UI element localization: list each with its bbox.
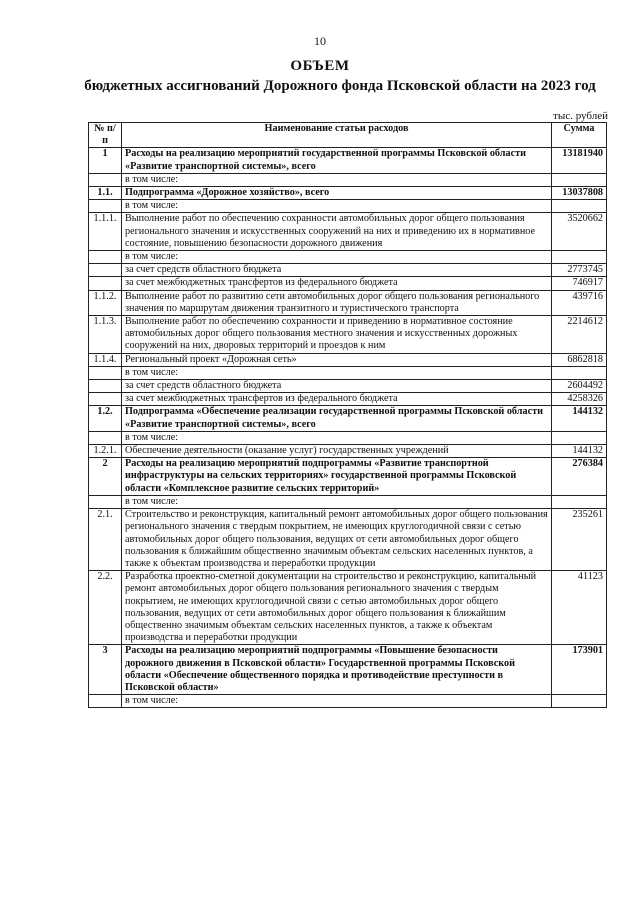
row-sum: 3520662	[552, 213, 607, 251]
row-number: 2.1.	[89, 509, 122, 571]
row-sum: 41123	[552, 571, 607, 645]
row-name: Региональный проект «Дорожная сеть»	[122, 353, 552, 366]
table-row	[89, 571, 607, 645]
row-sum: 144132	[552, 406, 607, 431]
row-sum: 4258326	[552, 393, 607, 406]
table-row	[89, 380, 607, 393]
row-name: за счет средств областного бюджета	[122, 380, 552, 393]
row-sum: 13181940	[552, 148, 607, 173]
row-name: Разработка проектно-сметной документации на строительство и реконструкцию, капитальный ремонт автомобильных дорог общего пользования регионального значения с твердым покрытием, не имеющих круглогодичной связи с сетью автомобильных дорог общего пользования, ведущих от сети автомобильных дорог общего пользования к ближайшим общественно значимым объектам сельских населенных пунктов, а также к объектам производства и переработки продукции	[122, 571, 552, 645]
row-name: в том числе:	[122, 695, 552, 708]
row-number	[89, 393, 122, 406]
row-name: в том числе:	[122, 173, 552, 186]
table-row	[89, 353, 607, 366]
row-name: Расходы на реализацию мероприятий государственной программы Псковской области «Развитие транспортной системы», всего	[122, 148, 552, 173]
page-number: 10	[314, 34, 326, 48]
table-row	[89, 316, 607, 354]
row-name: в том числе:	[122, 200, 552, 213]
document-subtitle: бюджетных ассигнований Дорожного фонда Псковской области на 2023 год	[84, 78, 596, 94]
row-sum	[552, 495, 607, 508]
row-sum	[552, 366, 607, 379]
document-title: ОБЪЕМ	[290, 58, 350, 74]
table-row	[89, 277, 607, 290]
row-number	[89, 264, 122, 277]
row-number	[89, 380, 122, 393]
row-sum: 173901	[552, 645, 607, 695]
table-row	[89, 251, 607, 264]
row-name: Расходы на реализацию мероприятий подпрограммы «Повышение безопасности дорожного движения в Псковской области» Государственной программы Псковской области «Обеспечение общественного порядка и противодействие преступности в Псковской области»	[122, 645, 552, 695]
table-row	[89, 695, 607, 708]
row-number	[89, 251, 122, 264]
row-name: в том числе:	[122, 251, 552, 264]
unit-note: тыс. рублей	[553, 110, 608, 122]
row-sum: 276384	[552, 458, 607, 496]
table-row	[89, 645, 607, 695]
table-row	[89, 200, 607, 213]
row-sum: 2773745	[552, 264, 607, 277]
row-number: 1	[89, 148, 122, 173]
row-number	[89, 495, 122, 508]
row-name: в том числе:	[122, 366, 552, 379]
column-header-sum: Сумма	[552, 123, 607, 148]
row-name: Обеспечение деятельности (оказание услуг) государственных учреждений	[122, 445, 552, 458]
table-row	[89, 187, 607, 200]
row-number	[89, 431, 122, 444]
table-row	[89, 495, 607, 508]
table-row	[89, 173, 607, 186]
row-sum: 2214612	[552, 316, 607, 354]
row-number: 1.1.1.	[89, 213, 122, 251]
table-row	[89, 213, 607, 251]
row-number	[89, 200, 122, 213]
column-header-name: Наименование статьи расходов	[122, 123, 552, 148]
table-row	[89, 366, 607, 379]
row-number: 1.1.	[89, 187, 122, 200]
row-name: Расходы на реализацию мероприятий подпрограммы «Развитие транспортной инфраструктуры на сельских территориях» государственной программы Псковской области «Комплексное развитие сельских территорий»	[122, 458, 552, 496]
row-number: 1.1.2.	[89, 290, 122, 315]
row-sum: 746917	[552, 277, 607, 290]
row-sum: 6862818	[552, 353, 607, 366]
table-row	[89, 393, 607, 406]
row-name: Подпрограмма «Обеспечение реализации государственной программы Псковской области «Развитие транспортной системы», всего	[122, 406, 552, 431]
row-number: 2	[89, 458, 122, 496]
row-number: 1.1.4.	[89, 353, 122, 366]
row-number: 1.2.1.	[89, 445, 122, 458]
row-sum: 13037808	[552, 187, 607, 200]
table-row	[89, 509, 607, 571]
budget-table-body	[89, 148, 607, 708]
row-sum	[552, 173, 607, 186]
row-sum	[552, 695, 607, 708]
row-number: 1.1.3.	[89, 316, 122, 354]
row-name: Выполнение работ по развитию сети автомобильных дорог общего пользования регионального значения по маршрутам движения транзитного и туристического транспорта	[122, 290, 552, 315]
row-name: Выполнение работ по обеспечению сохранности автомобильных дорог общего пользования регионального значения и искусственных сооружений на них и приведению их в нормативное состояние, повышению безопасности дорожного движения	[122, 213, 552, 251]
row-number	[89, 173, 122, 186]
row-number	[89, 277, 122, 290]
budget-table	[88, 122, 607, 708]
row-name: Строительство и реконструкция, капитальный ремонт автомобильных дорог общего пользования регионального значения с твердым покрытием, не имеющих круглогодичной связи с сетью автомобильных дорог общего пользования, ведущих от сети автомобильных дорог общего пользования к ближайшим общественно значимым объектам сельских населенных пунктов, а также к объектам производства и переработки продукции	[122, 509, 552, 571]
row-number: 1.2.	[89, 406, 122, 431]
table-header-row	[89, 123, 607, 148]
row-name: Подпрограмма «Дорожное хозяйство», всего	[122, 187, 552, 200]
table-row	[89, 458, 607, 496]
table-row	[89, 264, 607, 277]
column-header-num: № п/п	[89, 123, 122, 148]
table-row	[89, 290, 607, 315]
row-number	[89, 695, 122, 708]
table-row	[89, 148, 607, 173]
row-sum: 144132	[552, 445, 607, 458]
row-sum: 439716	[552, 290, 607, 315]
row-number: 2.2.	[89, 571, 122, 645]
row-name: Выполнение работ по обеспечению сохранности и приведению в нормативное состояние автомобильных дорог общего пользования местного значения и искусственных дорожных сооружений на них, дворовых территорий и проездов к ним	[122, 316, 552, 354]
table-row	[89, 445, 607, 458]
row-sum: 235261	[552, 509, 607, 571]
row-sum: 2604492	[552, 380, 607, 393]
row-name: за счет межбюджетных трансфертов из федерального бюджета	[122, 277, 552, 290]
row-number	[89, 366, 122, 379]
row-name: в том числе:	[122, 431, 552, 444]
row-name: за счет межбюджетных трансфертов из федерального бюджета	[122, 393, 552, 406]
table-row	[89, 431, 607, 444]
row-sum	[552, 431, 607, 444]
row-name: за счет средств областного бюджета	[122, 264, 552, 277]
row-sum	[552, 200, 607, 213]
table-row	[89, 406, 607, 431]
row-sum	[552, 251, 607, 264]
row-number: 3	[89, 645, 122, 695]
row-name: в том числе:	[122, 495, 552, 508]
